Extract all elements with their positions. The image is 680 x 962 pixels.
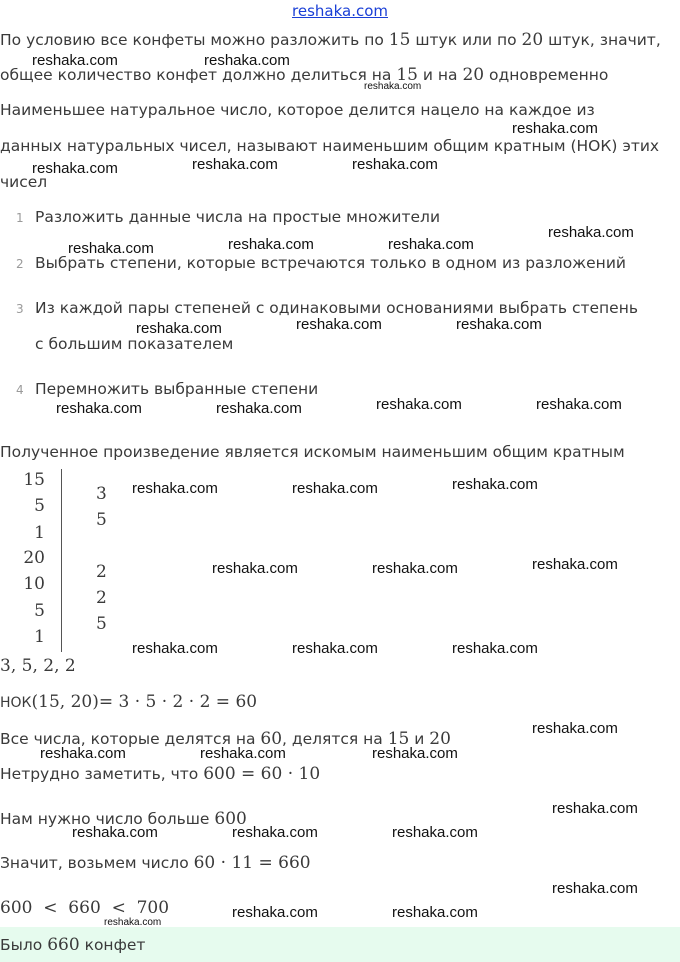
step-text: Выбрать степени, которые встречаются только в одном из разложений xyxy=(35,254,626,272)
factor-right: 5 xyxy=(96,510,107,530)
factor-divider xyxy=(61,469,62,549)
watermark: reshaka.com xyxy=(452,640,538,657)
watermark: reshaka.com xyxy=(216,400,302,417)
factor-left: 10 xyxy=(23,574,45,594)
watermark: reshaka.com xyxy=(372,560,458,577)
watermark: reshaka.com xyxy=(536,396,622,413)
factor-left: 1 xyxy=(34,523,45,543)
watermark: reshaka.com xyxy=(40,745,126,762)
intro-text: одновременно xyxy=(484,66,609,84)
watermark: reshaka.com xyxy=(232,824,318,841)
answer-box xyxy=(0,927,680,962)
watermark: reshaka.com xyxy=(132,480,218,497)
watermark: reshaka.com xyxy=(56,400,142,417)
number: 60 xyxy=(260,729,283,749)
intro-text: штук или по xyxy=(410,31,522,49)
factor-right: 2 xyxy=(96,562,107,582)
definition-line-2: данных натуральных чисел, называют наименьшим общим кратным (НОК) этих xyxy=(0,137,660,155)
watermark: reshaka.com xyxy=(68,240,154,257)
text: конфет xyxy=(79,936,146,954)
watermark: reshaka.com xyxy=(104,917,162,928)
text: Все числа, которые делятся на xyxy=(0,730,261,748)
take-line xyxy=(0,853,311,873)
lcm-args: (15, 20) xyxy=(31,692,99,712)
factor-right: 3 xyxy=(96,484,107,504)
watermark: reshaka.com xyxy=(364,81,422,92)
text: , делятся на xyxy=(282,730,388,748)
watermark: reshaka.com xyxy=(456,316,542,333)
intro-text: общее количество конфет должно делиться на xyxy=(0,66,397,84)
factor-left: 5 xyxy=(34,601,45,621)
watermark: reshaka.com xyxy=(388,236,474,253)
factor-left: 1 xyxy=(34,627,45,647)
number: 660 xyxy=(47,935,80,955)
lcm-result: = 3 · 5 · 2 · 2 = 60 xyxy=(98,692,258,712)
watermark: reshaka.com xyxy=(132,640,218,657)
watermark: reshaka.com xyxy=(532,720,618,737)
factor-right: 5 xyxy=(96,614,107,634)
factor-left: 20 xyxy=(23,548,45,568)
step-number: 4 xyxy=(16,383,24,397)
watermark: reshaka.com xyxy=(136,320,222,337)
watermark: reshaka.com xyxy=(32,160,118,177)
result-text: Полученное произведение является искомым наименьшим общим кратным xyxy=(0,443,625,461)
intro-text: По условию все конфеты можно разложить по xyxy=(0,31,389,49)
step-number: 3 xyxy=(16,302,24,316)
text: Нетрудно заметить, что xyxy=(0,765,204,783)
watermark: reshaka.com xyxy=(200,745,286,762)
lcm-line xyxy=(0,692,257,712)
watermark: reshaka.com xyxy=(232,904,318,921)
watermark: reshaka.com xyxy=(204,52,290,69)
watermark: reshaka.com xyxy=(392,824,478,841)
factor-left: 15 xyxy=(23,470,45,490)
intro-line-1 xyxy=(0,30,661,50)
watermark: reshaka.com xyxy=(512,120,598,137)
watermark: reshaka.com xyxy=(292,480,378,497)
definition-line-3: чисел xyxy=(0,173,48,191)
number: 15 xyxy=(396,65,418,85)
watermark: reshaka.com xyxy=(352,156,438,173)
watermark: reshaka.com xyxy=(32,52,118,69)
math: 60 · 11 = 660 xyxy=(193,853,311,873)
lcm-label: НОК xyxy=(0,695,32,711)
watermark: reshaka.com xyxy=(532,556,618,573)
number: 15 xyxy=(388,30,411,50)
watermark: reshaka.com xyxy=(552,800,638,817)
text: и xyxy=(409,730,430,748)
definition-line-1: Наименьшее натуральное число, которое делится нацело на каждое из xyxy=(0,101,595,119)
number: 20 xyxy=(429,729,451,749)
watermark: reshaka.com xyxy=(548,224,634,241)
watermark: reshaka.com xyxy=(452,476,538,493)
number: 15 xyxy=(387,729,410,749)
watermark: reshaka.com xyxy=(72,824,158,841)
text: Нам нужно число больше xyxy=(0,810,215,828)
factor-divider xyxy=(61,549,62,652)
watermark: reshaka.com xyxy=(392,904,478,921)
text: Значит, возьмем число xyxy=(0,854,194,872)
step-number: 1 xyxy=(16,211,24,225)
step-text: Разложить данные числа на простые множители xyxy=(35,208,441,226)
math: 600 xyxy=(214,809,247,829)
step-text: Перемножить выбранные степени xyxy=(35,380,319,398)
watermark: reshaka.com xyxy=(292,640,378,657)
math: 600 = 60 · 10 xyxy=(203,764,321,784)
inequality-line: 600 < 660 < 700 xyxy=(0,898,170,918)
intro-text: штук, значит, xyxy=(543,31,661,49)
number: 20 xyxy=(521,30,544,50)
intro-text: и на xyxy=(417,66,463,84)
factor-left: 5 xyxy=(34,496,45,516)
step-text-cont: с большим показателем xyxy=(35,335,234,353)
number: 20 xyxy=(462,65,485,85)
easy-line xyxy=(0,764,320,784)
watermark: reshaka.com xyxy=(228,236,314,253)
text: Было xyxy=(0,936,48,954)
watermark: reshaka.com xyxy=(192,156,278,173)
watermark: reshaka.com xyxy=(552,880,638,897)
watermark: reshaka.com xyxy=(296,316,382,333)
factor-right: 2 xyxy=(96,588,107,608)
watermark: reshaka.com xyxy=(376,396,462,413)
answer-text xyxy=(0,935,145,955)
step-text: Из каждой пары степеней с одинаковыми основаниями выбрать степень xyxy=(35,299,638,317)
watermark: reshaka.com xyxy=(372,745,458,762)
site-link[interactable]: reshaka.com xyxy=(292,2,388,20)
factors-line: 3, 5, 2, 2 xyxy=(0,656,76,676)
watermark: reshaka.com xyxy=(212,560,298,577)
step-number: 2 xyxy=(16,257,24,271)
